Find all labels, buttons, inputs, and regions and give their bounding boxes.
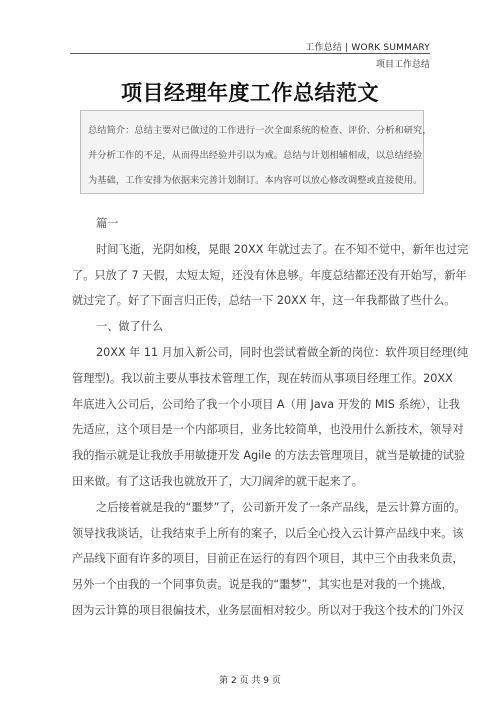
body-line: 我的指示就是让我放手用敏捷开发 Agile 的方法去管理项目，就当是敏捷的试验 [72,449,465,463]
summary-line: 并分析工作的不足，从而得出经验并引以为戒。总结与计划相辅相成，以总结经验 [88,150,423,161]
page-number: 第 2 页 共 9 页 [219,676,281,686]
body-line: 领导找我谈话，让我结束手上所有的案子，以后全心投入云计算产品线中来。该 [72,526,464,540]
body-line: 之后接着就是我的“噩梦”了，公司新开发了一条产品线，是云计算方面的。 [96,500,466,514]
header-brand: 工作总结 | WORK SUMMARY [305,43,430,53]
body-line: 管理型)。我以前主要从事技术管理工作，现在转而从事项目经理工作。20XX [72,371,453,385]
document-title: 项目经理年度工作总结范文 [121,81,379,105]
body-line: 就过完了。好了下面言归正传，总结一下 20XX 年，这一年我都做了些什么。 [72,294,456,308]
header-divider [70,53,430,54]
body-line: 因为云计算的项目很偏技术，业务层面相对较少。所以对于我这个技术的门外汉 [72,603,464,617]
body-line: 田来做。有了这话我也就放开了，大刀阔斧的就干起来了。 [72,474,363,488]
summary-line: 为基础，工作安排为依据来完善计划制订。本内容可以放心修改调整或直接使用。 [88,175,423,186]
body-line: 了。只放了 7 天假，太短太短，还没有休息够。年度总结都还没有开始写，新年 [72,268,467,282]
body-line: 一、做了什么 [96,320,164,334]
document-body [72,211,469,624]
body-line: 另外一个由我的一个同事负责。说是我的“噩梦”，其实也是对我的一个挑战， [72,578,453,592]
body-line: 20XX 年 11 月加入新公司，同时也尝试着做全新的岗位：软件项目经理(纯 [96,345,469,359]
body-line: 篇一 [96,217,119,230]
summary-line: 总结简介：总结主要对已做过的工作进行一次全面系统的检查、评价、分析和研究， [88,125,432,136]
summary-box [80,110,432,194]
body-line: 先适应，这个项目是一个内部项目，业务比较简单，也没用什么新技术，领导对 [72,423,464,437]
header-category: 项目工作总结 [375,60,430,70]
body-line: 年底进入公司后，公司给了我一个小项目 A（用 Java 开发的 MIS 系统），让我 [72,397,460,411]
body-line: 产品线下面有许多的项目，目前正在运行的有四个项目，其中三个由我来负责， [72,552,464,566]
body-line: 时间飞逝，光阴如梭，晃眼 20XX 年就过去了。在不知不觉中，新年也过完 [96,242,469,256]
